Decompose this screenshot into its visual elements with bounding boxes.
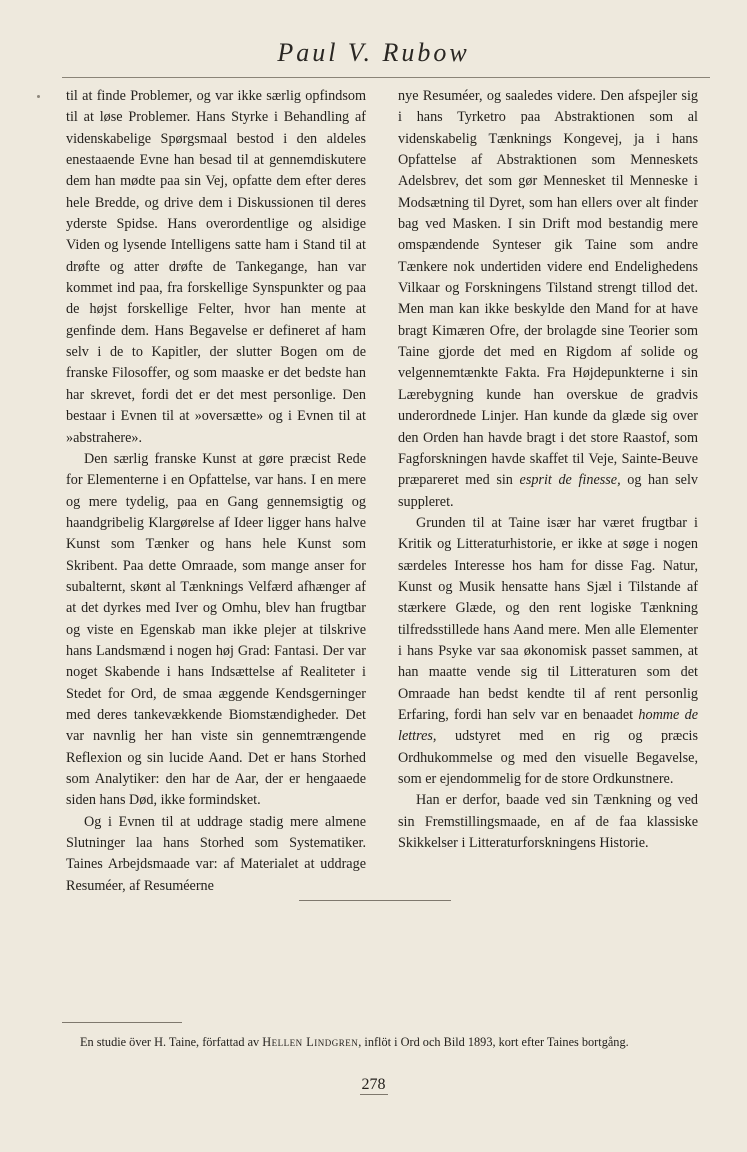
right-paragraph-1: [398, 86, 698, 513]
page-number: [0, 1076, 747, 1094]
running-header: [0, 38, 747, 68]
left-paragraph-1: til at finde Problemer, og var ikke særlig opfindsom til at løse Problemer. Hans Styrke i Behandling af videnskabelige Spørgsmaal bestod i den aldeles enestaaende Evne han besad til at gennemdiskutere dem han mødte paa sin Vej, opfatte dem efter deres hele Bredde, og drive dem i Diskussionen til deres yderste Spidse. Hans overordentlige og alsidige Viden og lysende Intelligens satte ham i Stand til at drøfte og atter drøfte de Tankegange, han var kommet ind paa, fra forskellige Synspunkter og paa de højst forskellige Felter, hvor han mente at genfinde dem. Hans Begavelse er defineret af ham selv i de to Kapitler, der slutter Bogen om de franske Filosoffer, og som maaske er det bedste han har skrevet, fordi det er det mest personlige. Den bestaar i Evnen til at »oversætte» og i Evnen til at »abstrahere».: [66, 88, 366, 446]
footnote-author: Hellen Lindgren: [262, 1035, 359, 1049]
right-paragraph-2: [398, 513, 698, 790]
running-header-title: Paul V. Rubow: [277, 38, 470, 67]
right-paragraph-2-italic: homme de lettres,: [398, 706, 698, 745]
left-paragraph-2: Den særlig franske Kunst at gøre præcist Rede for Elementerne i en Opfattelse, var hans. I en mere og mere tydelig, paa en Gang gennemsigtig og haandgribelig Klargørelse af Ideer ligger hans halve Kunst som Tænker og hans hele Kunst som Skribent. Paa dette Omraade, som mange anser for subalternt, skønt al Tænknings Velfærd afhænger af at det dyrkes med Iver og Omhu, blev han frugtbar og viste en Egenskab man ikke plejer at tilskrive hans Landsmænd i nogen høj Grad: Fantasi. Der var noget Skabende i hans Indsættelse af Realiteter i Stedet for Ord, de smaa æggende Kendsgerninger med deres tankevækkende Biomstændigheder. Det var navnlig her han viste sin gennemtrængende Reflexion og sin lucide Aand. Det er hans Storhed som Analytiker: den har de Aar, der er hengaaede siden hans Død, ikke formindsket.: [66, 450, 366, 809]
right-paragraph-1-italic: esprit de finesse,: [519, 472, 621, 489]
right-column: [398, 86, 698, 854]
footnote: [62, 1034, 710, 1051]
right-paragraph-2-end: udstyret med en rig og præcis Ordhukommelse og med den visuelle Begavelse, som er ejendommelig for de store Ordkunstnere.: [398, 728, 698, 787]
footnote-rule: [62, 1022, 182, 1023]
left-column: [66, 86, 366, 897]
footnote-text-before: En studie över H. Taine, författad av: [80, 1035, 260, 1049]
right-paragraph-1-text: nye Resuméer, og saaledes videre. Den afspejler sig i hans Tyrketro paa Abstraktionen som al videnskabelig Tænknings Kongevej, ja i hans Opfattelse af Abstraktionen som Menneskets Adelsbrev, det som gør Mennesket til Menneske i Modsætning til Dyret, som han ellers over alt finder bag ved Masken. I sin Drift mod bestandig mere omspændende Synteser gik Taine som andre Tænkere nok undertiden videre end Endelighedens Vilkaar og Forskningens Tilstand strengt tillod det. Men man kan ikke beskylde den Mand for at have bragt Kimæren Ofre, der brolagde sine Teorier som Taine gjorde det med en Rigdom af solide og velgennemtænkte Fakta. Fra Højdepunkterne i sin Lærebygning kunde han overskue de gradvis underordnede Linjer. Han kunde da glæde sig over den Orden han havde bragt i det store Raastof, som Fagforskningen havde skaffet til Veje, Sainte-Beuve præpareret med sin: [398, 88, 698, 489]
right-paragraph-3: Han er derfor, baade ved sin Tænkning og ved sin Fremstillingsmaade, en af de faa klassiske Skikkelser i Litteraturforskningens Historie.: [398, 792, 698, 852]
right-paragraph-2-text: Grunden til at Taine især har været frugtbar i Kritik og Litteraturhistorie, er ikke at søge i nogen særdeles Interesse hos ham for disse Fag. Natur, Kunst og Musik hensatte hans Sjæl i Tilstande af stærkere Glæde, og den rent logiske Tænkning tilfredsstillede hans Aand mere. Men alle Elementer i hans Psyke var saa økonomisk passet sammen, at han maatte vende sig til Litteraturen som det Omraade han bedst kendte til af rent personlig Erfaring, fordi han selv var en benaadet: [398, 514, 698, 723]
left-paragraph-3: Og i Evnen til at uddrage stadig mere almene Slutninger laa hans Storhed som Systematiker. Taines Arbejdsmaade var: af Materialet at uddrage Resuméer, af Resuméerne: [66, 813, 366, 894]
header-rule: [62, 77, 710, 78]
section-end-rule: [299, 900, 451, 901]
footnote-text-after: , inflöt i Ord och Bild 1893, kort efter Taines bortgång.: [358, 1035, 629, 1049]
margin-mark: [37, 95, 40, 98]
page-number-value: 278: [361, 1076, 386, 1093]
right-paragraph-1-end: og han selv suppleret.: [398, 472, 699, 510]
